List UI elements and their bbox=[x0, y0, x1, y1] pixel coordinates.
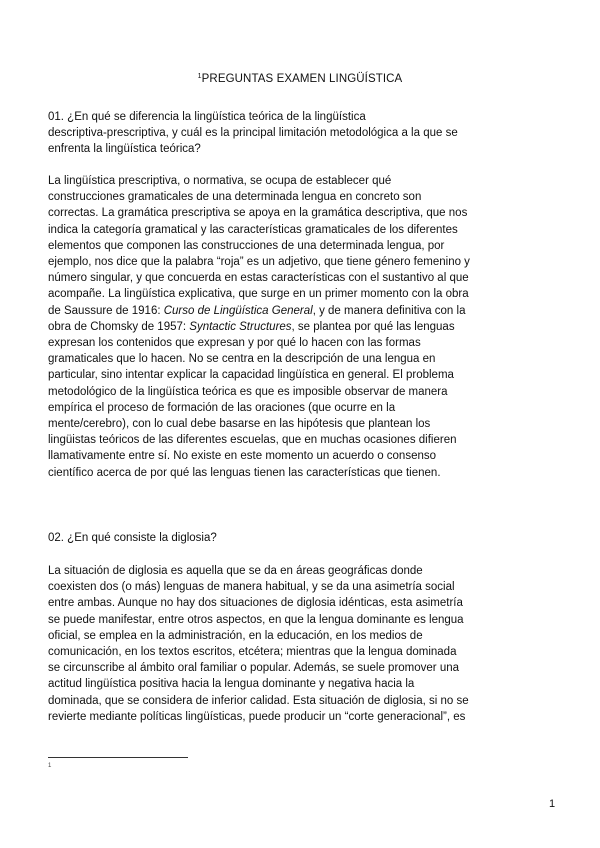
answer-1-line: mente/cerebro), con lo cual debe basarse en las hipótesis que plantean los bbox=[48, 418, 431, 431]
answer-1-line: indica la categoría gramatical y las características gramaticales de los diferentes bbox=[48, 223, 458, 236]
answer-1-line: acompañe. La lingüística explicativa, que surge en un primer momento con la obra bbox=[48, 288, 469, 301]
answer-2-line: se puede manifestar, entre otros aspectos, en que la lengua dominante es lengua bbox=[48, 613, 464, 626]
question-2-line: 02. ¿En qué consiste la diglosia? bbox=[48, 532, 217, 544]
answer-1-line: científico acerca de por qué las lenguas tienen las características que tienen. bbox=[48, 466, 441, 479]
question-2 bbox=[48, 530, 558, 546]
citation-pre: de Saussure de 1916: bbox=[48, 304, 164, 317]
answer-1-line: expresan los contenidos que expresan y por qué lo hacen con las formas bbox=[48, 337, 421, 350]
citation-post: , se plantea por qué las lenguas bbox=[291, 320, 455, 333]
citation-pre: obra de Chomsky de 1957: bbox=[48, 320, 190, 333]
title-text: PREGUNTAS EXAMEN LINGÜÍSTICA bbox=[201, 73, 403, 85]
answer-2-line: La situación de diglosia es aquella que se da en áreas geográficas donde bbox=[48, 565, 423, 577]
citation-post: , y de manera definitiva con la bbox=[312, 304, 466, 317]
answer-2-line: revierte mediante políticas lingüísticas, puede producir un “corte generacional”, es bbox=[48, 710, 466, 723]
question-1-line: enfrenta la lingüística teórica? bbox=[48, 143, 201, 156]
answer-2 bbox=[48, 563, 558, 725]
question-1-line: descriptiva-prescriptiva, y cuál es la principal limitación metodológica a la que se bbox=[48, 127, 458, 140]
answer-1-line-citation bbox=[48, 319, 558, 335]
answer-2-line: actitud lingüística positiva hacia la lengua dominante y negativa hacia la bbox=[48, 678, 415, 691]
answer-1-line: metodológico de la lingüística teórica es que es imposible observar de manera bbox=[48, 385, 448, 398]
book-title-saussure: Curso de Lingüística General bbox=[163, 304, 313, 317]
answer-2-line: coexisten dos (o más) lenguas de manera habitual, y se da una asimetría social bbox=[48, 581, 455, 594]
page-title bbox=[0, 73, 600, 85]
question-1 bbox=[48, 109, 558, 158]
answer-1-line: lingüistas teóricos de las diferentes escuelas, que en muchas ocasiones difieren bbox=[48, 434, 457, 447]
footnote-divider bbox=[48, 757, 188, 758]
answer-1-line: elementos que componen las construcciones de una determinada lengua, por bbox=[48, 239, 445, 252]
answer-1-line: llamativamente entre sí. No existe en este momento un acuerdo o consenso bbox=[48, 450, 437, 463]
answer-1-line: particular, sino intentar explicar la capacidad lingüística en general. El problema bbox=[48, 369, 454, 382]
answer-2-line: entre ambas. Aunque no hay dos situaciones de diglosia idénticas, esta asimetría bbox=[48, 597, 463, 610]
answer-1-line: La lingüística prescriptiva, o normativa, se ocupa de establecer qué bbox=[48, 175, 392, 187]
answer-1-line: ejemplo, nos dice que la palabra “roja” es un adjetivo, que tiene género femenino y bbox=[48, 256, 470, 269]
answer-1-line: empírica el proceso de formación de las oraciones (que ocurre en la bbox=[48, 401, 396, 414]
answer-1-line: gramaticales que lo hacen. No se centra en la descripción de una lengua en bbox=[48, 353, 436, 366]
answer-1-line: número singular, y que concuerda en estas características con el sustantivo al que bbox=[48, 272, 469, 285]
title-footnote-ref: 1 bbox=[197, 73, 202, 80]
book-title-chomsky: Syntactic Structures bbox=[189, 320, 292, 333]
answer-2-line: dominada, que se considera de inferior calidad. Esta situación de diglosia, si no se bbox=[48, 694, 469, 707]
answer-2-line: comunicación, en los textos escritos, etcétera; mientras que la lengua dominada bbox=[48, 646, 457, 659]
answer-2-line: se circunscribe al ámbito oral familiar o popular. Además, se suele promover una bbox=[48, 662, 460, 675]
question-1-line: 01. ¿En qué se diferencia la lingüística teórica de la lingüística bbox=[48, 111, 366, 123]
answer-1 bbox=[48, 173, 558, 481]
answer-1-line: correctas. La gramática prescriptiva se apoya en la gramática descriptiva, que nos bbox=[48, 207, 468, 220]
answer-2-line: oficial, se emplea en la administración, en la educación, en los medios de bbox=[48, 629, 423, 642]
answer-1-line: construcciones gramaticales de una determinada lengua en concreto son bbox=[48, 191, 422, 204]
footnote-mark: 1 bbox=[48, 763, 52, 769]
page-number: 1 bbox=[549, 798, 556, 810]
answer-1-line-citation bbox=[48, 303, 558, 319]
